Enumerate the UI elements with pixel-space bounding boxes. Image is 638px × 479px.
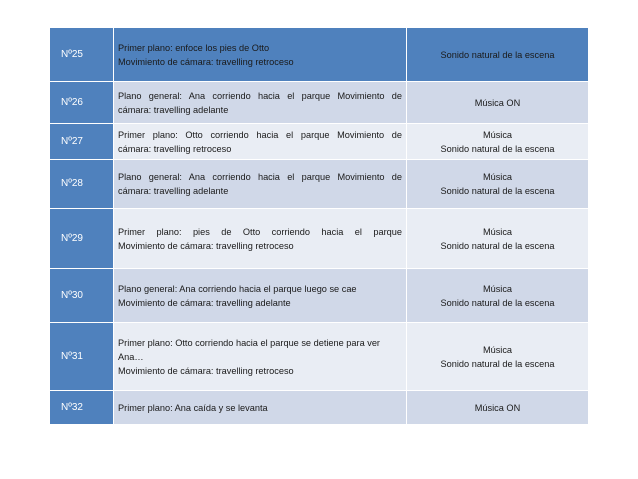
shot-sound: [406, 28, 588, 82]
shot-sound: [406, 391, 588, 425]
sound-line: Sonido natural de la escena: [440, 240, 555, 251]
sound-line: Música: [482, 172, 513, 182]
shot-number: Nº30: [50, 269, 113, 323]
shot-number: Nº25: [50, 28, 113, 82]
shot-number: Nº31: [50, 323, 113, 391]
desc-line: Movimiento de cámara: travelling retroceso: [118, 240, 294, 251]
table-row: [50, 28, 588, 82]
sound-line: Música: [482, 344, 513, 355]
shot-description: [113, 82, 406, 124]
table-row: [50, 269, 588, 323]
sound-line: Sonido natural de la escena: [440, 186, 555, 196]
shot-number: Nº32: [50, 391, 113, 425]
desc-line: Primer plano: pies de Otto corriendo hacia el parque: [118, 226, 402, 237]
desc-line: Primer plano: Ana caída y se levanta: [118, 402, 268, 413]
shot-number: Nº28: [50, 160, 113, 209]
desc-line: Plano general: Ana corriendo hacia el parque luego se cae: [118, 283, 357, 294]
desc-line: Primer plano: enfoce los pies de Otto: [118, 42, 270, 53]
shot-description: [113, 124, 406, 160]
sound-line: Música: [482, 226, 513, 237]
desc-line: cámara: travelling adelante: [118, 186, 229, 196]
shot-description: [113, 323, 406, 391]
desc-line: Movimiento de cámara: travelling retroceso: [118, 56, 294, 67]
desc-line: Plano general: Ana corriendo hacia el parque Movimiento de: [118, 172, 402, 182]
shot-description: [113, 28, 406, 82]
desc-line: Movimiento de cámara: travelling adelante: [118, 297, 291, 308]
table-row: [50, 323, 588, 391]
shot-number: Nº26: [50, 82, 113, 124]
table-row: [50, 209, 588, 269]
sound-line: Sonido natural de la escena: [440, 297, 555, 308]
desc-line: Plano general: Ana corriendo hacia el parque Movimiento de: [118, 90, 402, 101]
shot-description: [113, 391, 406, 425]
storyboard-table: [50, 28, 588, 425]
shot-number: Nº27: [50, 124, 113, 160]
desc-line: Movimiento de cámara: travelling retroceso: [118, 365, 294, 376]
shot-description: [113, 269, 406, 323]
shot-sound: [406, 323, 588, 391]
sound-line: Sonido natural de la escena: [440, 358, 555, 369]
sound-line: Música: [482, 129, 513, 140]
shot-sound: [406, 160, 588, 209]
table-row: [50, 82, 588, 124]
desc-line: Ana…: [118, 351, 144, 362]
desc-line: cámara: travelling adelante: [118, 104, 229, 115]
shot-sound: [406, 209, 588, 269]
sound-line: Sonido natural de la escena: [440, 143, 555, 154]
sound-line: Sonido natural de la escena: [440, 49, 555, 60]
shot-sound: [406, 82, 588, 124]
shot-description: [113, 209, 406, 269]
table-row: [50, 160, 588, 209]
desc-line: Primer plano: Otto corriendo hacia el parque Movimiento de: [118, 129, 402, 140]
sound-line: Música: [482, 283, 513, 294]
table-row: [50, 124, 588, 160]
shot-sound: [406, 269, 588, 323]
sound-line: Música ON: [474, 97, 521, 108]
shot-description: [113, 160, 406, 209]
desc-line: Primer plano: Otto corriendo hacia el parque se detiene para ver: [118, 337, 380, 348]
shot-sound: [406, 124, 588, 160]
shot-number: Nº29: [50, 209, 113, 269]
desc-line: cámara: travelling retroceso: [118, 143, 232, 154]
table-row: [50, 391, 588, 425]
sound-line: Música ON: [474, 402, 521, 413]
